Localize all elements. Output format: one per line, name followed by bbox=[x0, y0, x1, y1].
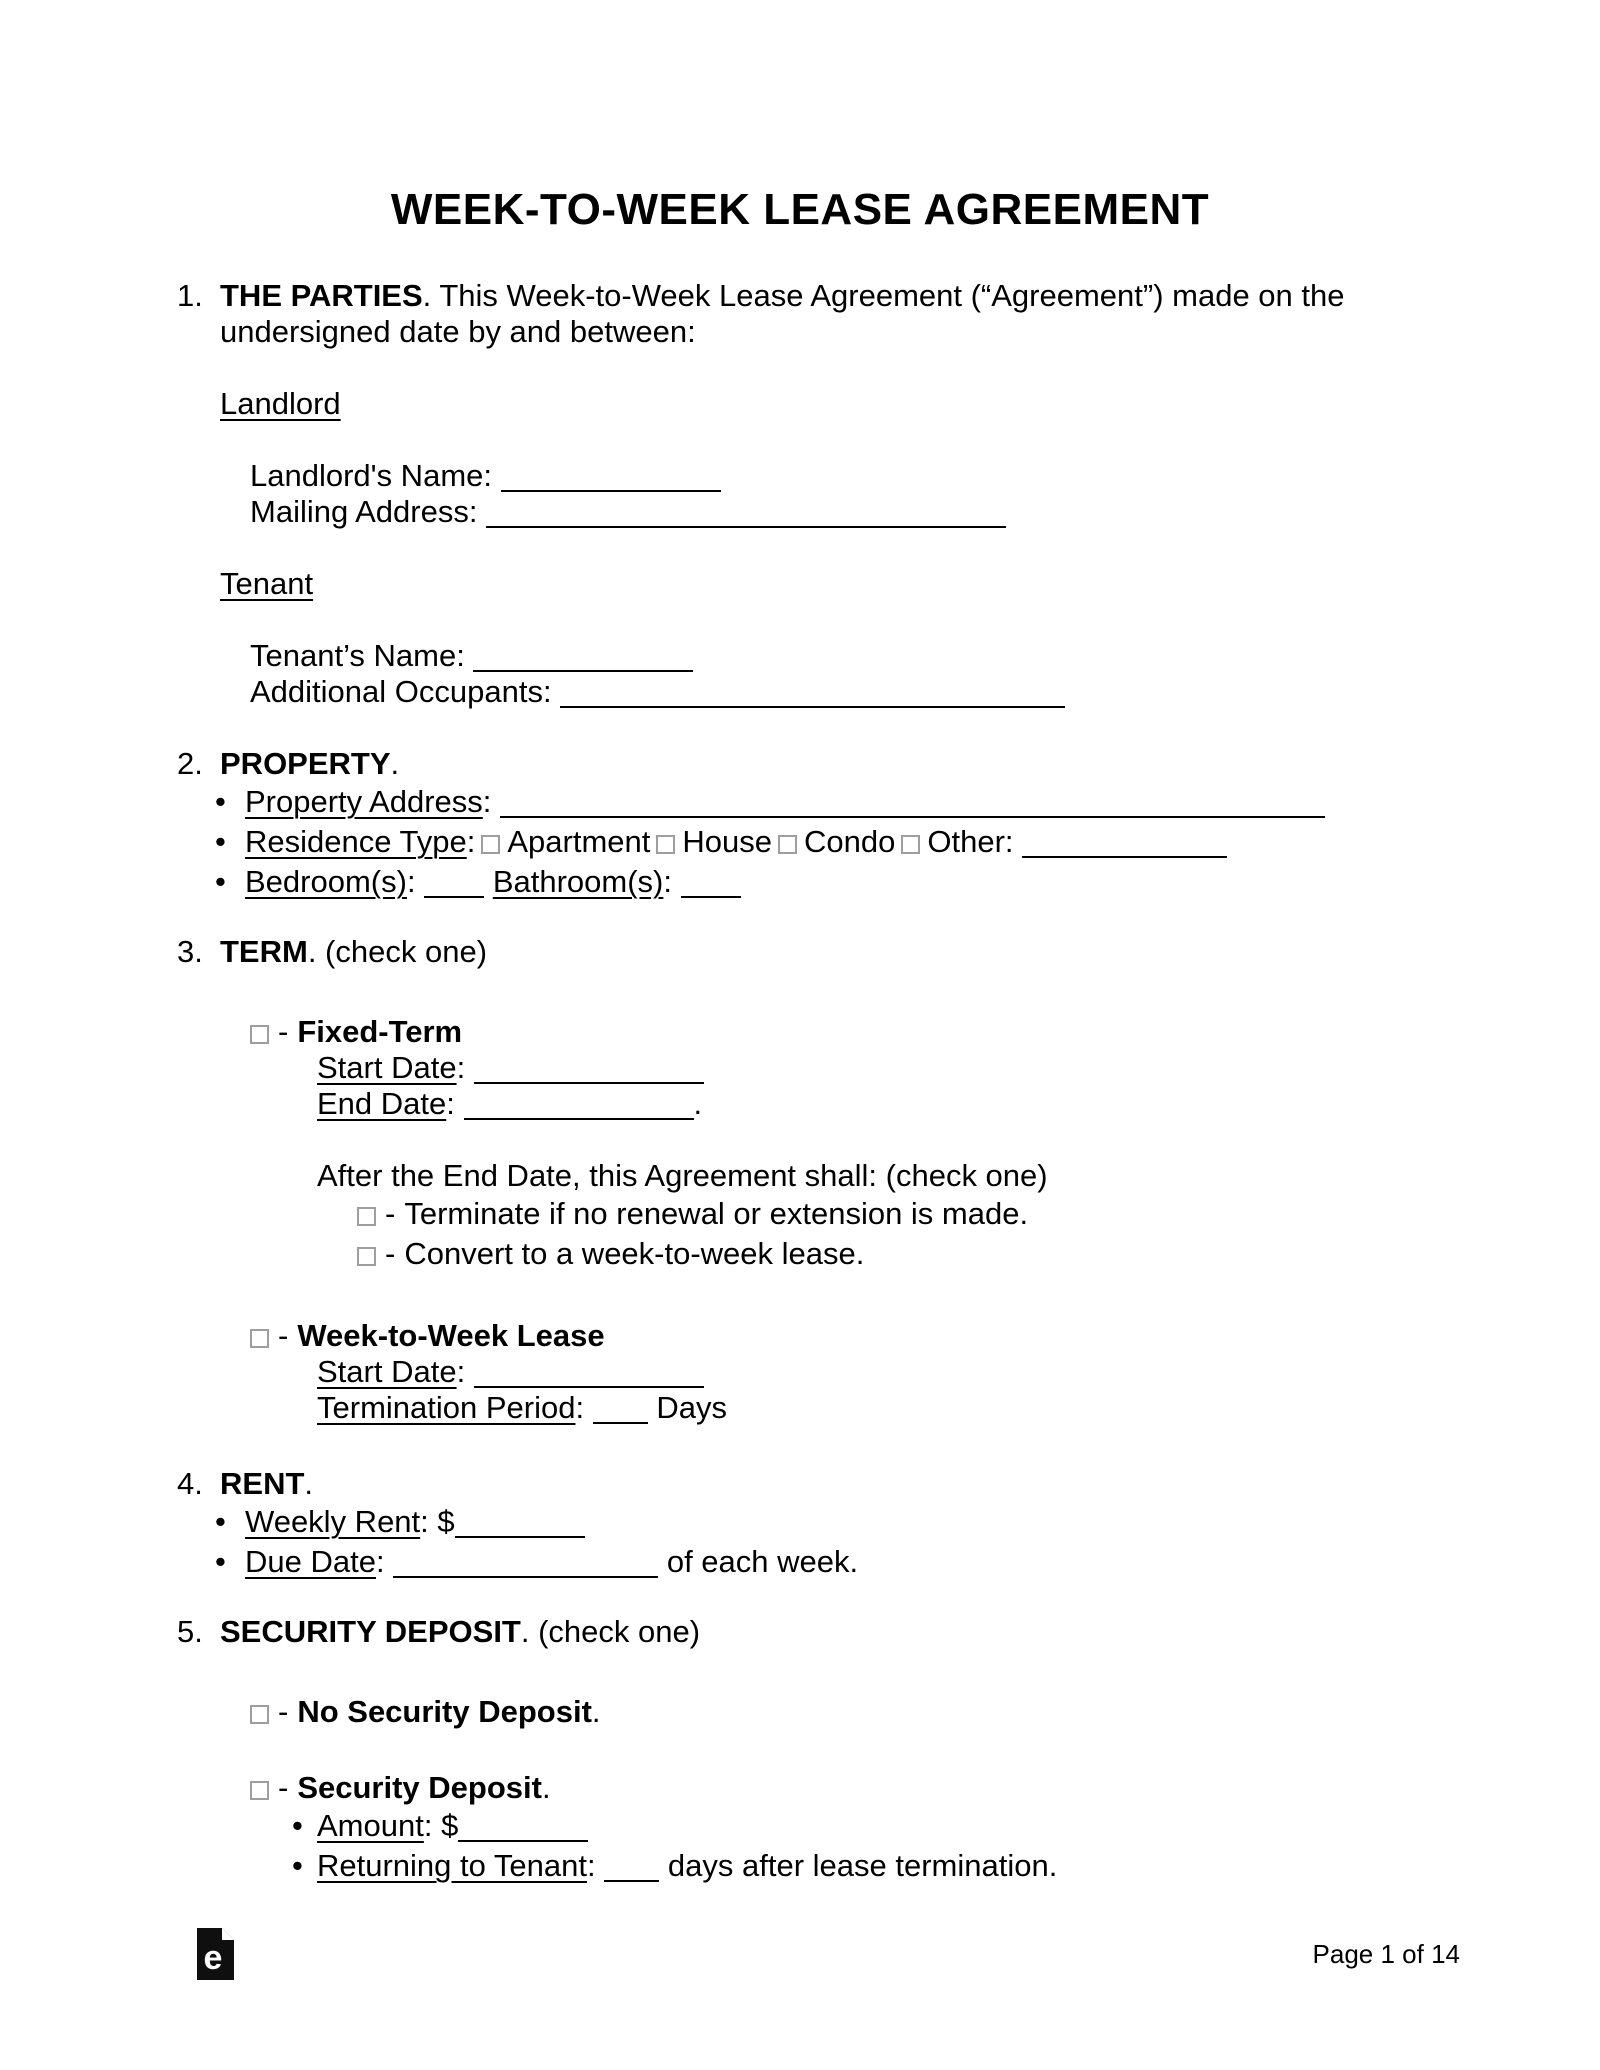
convert-option-row bbox=[357, 1234, 1600, 1274]
no-security-deposit-row bbox=[250, 1694, 1600, 1730]
w2w-start-date-input-line[interactable] bbox=[474, 1384, 704, 1388]
residence-type-house-checkbox[interactable] bbox=[656, 835, 675, 854]
period: . bbox=[541, 1770, 551, 1805]
property-bullet-list bbox=[215, 782, 1600, 902]
document-title: WEEK-TO-WEEK LEASE AGREEMENT bbox=[390, 185, 1210, 234]
parties-heading-label: THE PARTIES bbox=[220, 278, 423, 313]
returning-to-tenant-row bbox=[292, 1846, 1600, 1886]
dash: - bbox=[278, 1014, 289, 1049]
section-number: 4. bbox=[177, 1466, 203, 1501]
section-parties-heading bbox=[177, 278, 1600, 350]
section-term-heading bbox=[177, 934, 1600, 970]
bedrooms-label: Bedroom(s) bbox=[245, 864, 407, 899]
tenant-subheading: Tenant bbox=[220, 566, 314, 601]
colon: : bbox=[575, 1390, 585, 1425]
security-deposit-heading-suffix: . (check one) bbox=[520, 1614, 701, 1649]
term-heading-label: TERM bbox=[220, 934, 308, 969]
additional-occupants-input-line[interactable] bbox=[560, 704, 1065, 708]
weekly-rent-row bbox=[215, 1502, 1600, 1542]
mailing-address-label: Mailing Address: bbox=[250, 494, 478, 529]
colon: : bbox=[456, 1354, 466, 1389]
after-end-date-text: After the End Date, this Agreement shall: (check one) bbox=[317, 1158, 1048, 1193]
bedrooms-bathrooms-row bbox=[215, 862, 1600, 902]
period: . bbox=[693, 1086, 703, 1121]
property-heading-label: PROPERTY bbox=[220, 746, 391, 781]
term-heading-suffix: . (check one) bbox=[307, 934, 488, 969]
landlord-fields bbox=[250, 458, 1600, 530]
colon: : bbox=[446, 1086, 455, 1121]
bullet-marker: • bbox=[292, 1808, 303, 1843]
fixed-start-date-row bbox=[317, 1050, 1600, 1086]
week-to-week-option-row bbox=[250, 1318, 1600, 1354]
terminate-option-label: Terminate if no renewal or extension is made. bbox=[404, 1196, 1029, 1231]
security-deposit-row bbox=[250, 1770, 1600, 1806]
property-address-label: Property Address bbox=[245, 784, 483, 819]
fixed-term-option-row bbox=[250, 1014, 1600, 1050]
fixed-term-label: Fixed-Term bbox=[297, 1014, 463, 1049]
week-to-week-checkbox[interactable] bbox=[250, 1329, 269, 1348]
security-deposit-label: Security Deposit bbox=[297, 1770, 542, 1805]
section-property-heading bbox=[177, 746, 1600, 782]
section-number: 3. bbox=[177, 934, 203, 969]
bullet-marker: • bbox=[215, 1544, 226, 1579]
rent-heading-label: RENT bbox=[220, 1466, 305, 1501]
bullet-marker: • bbox=[215, 784, 226, 819]
end-date-label: End Date bbox=[317, 1086, 447, 1121]
returning-suffix: days after lease termination. bbox=[667, 1848, 1058, 1883]
section-parties-intro bbox=[220, 278, 1400, 350]
bathrooms-label: Bathroom(s) bbox=[492, 864, 664, 899]
termination-period-row bbox=[317, 1390, 1600, 1426]
dash: - bbox=[385, 1196, 396, 1231]
parties-intro-line2: undersigned date by and between: bbox=[220, 314, 696, 349]
section-number: 5. bbox=[177, 1614, 203, 1649]
bullet-marker: • bbox=[292, 1848, 303, 1883]
colon: : bbox=[456, 1050, 466, 1085]
fixed-end-date-input-line[interactable] bbox=[464, 1116, 694, 1120]
residence-type-label: Residence Type bbox=[245, 824, 467, 859]
due-date-input-line[interactable] bbox=[393, 1574, 658, 1578]
tenant-fields bbox=[250, 638, 1600, 710]
mailing-address-input-line[interactable] bbox=[486, 524, 1006, 528]
section-rent-heading bbox=[177, 1466, 1600, 1502]
colon: : bbox=[466, 824, 476, 859]
period: . bbox=[390, 746, 400, 781]
tenant-name-row bbox=[250, 638, 1600, 674]
due-date-row bbox=[215, 1542, 1600, 1582]
weekly-rent-label: Weekly Rent bbox=[245, 1504, 421, 1539]
deposit-amount-input-line[interactable] bbox=[458, 1838, 588, 1842]
landlord-subheading: Landlord bbox=[220, 386, 341, 421]
start-date-label: Start Date bbox=[317, 1050, 457, 1085]
colon: : bbox=[406, 864, 416, 899]
convert-option-label: Convert to a week-to-week lease. bbox=[404, 1236, 865, 1271]
condo-option-label: Condo bbox=[804, 824, 896, 859]
bullet-marker: • bbox=[215, 864, 226, 899]
residence-type-other-checkbox[interactable] bbox=[901, 835, 920, 854]
additional-occupants-row bbox=[250, 674, 1600, 710]
fixed-start-date-input-line[interactable] bbox=[474, 1080, 704, 1084]
returning-days-input-line[interactable] bbox=[604, 1878, 659, 1882]
logo-letter: e bbox=[203, 1939, 223, 1977]
tenant-name-label: Tenant’s Name: bbox=[250, 638, 465, 673]
period: . bbox=[591, 1694, 601, 1729]
residence-type-row bbox=[215, 822, 1600, 862]
colon: : bbox=[482, 784, 492, 819]
due-date-suffix: of each week. bbox=[666, 1544, 859, 1579]
bathrooms-input-line[interactable] bbox=[681, 894, 741, 898]
start-date-label: Start Date bbox=[317, 1354, 457, 1389]
section-number: 2. bbox=[177, 746, 203, 781]
security-deposit-checkbox[interactable] bbox=[250, 1781, 269, 1800]
returning-to-tenant-label: Returning to Tenant bbox=[317, 1848, 588, 1883]
convert-checkbox[interactable] bbox=[357, 1247, 376, 1266]
due-date-label: Due Date bbox=[245, 1544, 376, 1579]
security-deposit-bullet-list bbox=[292, 1806, 1600, 1886]
deposit-amount-row bbox=[292, 1806, 1600, 1846]
week-to-week-label: Week-to-Week Lease bbox=[297, 1318, 605, 1353]
w2w-start-date-row bbox=[317, 1354, 1600, 1390]
fixed-term-fields bbox=[317, 1050, 1600, 1122]
security-deposit-heading-label: SECURITY DEPOSIT bbox=[220, 1614, 521, 1649]
document-icon bbox=[196, 1928, 234, 1980]
mailing-address-row bbox=[250, 494, 1600, 530]
dollar-sign: $ bbox=[437, 1504, 455, 1539]
dash: - bbox=[278, 1770, 289, 1805]
bedrooms-input-line[interactable] bbox=[424, 894, 484, 898]
no-security-deposit-label: No Security Deposit bbox=[297, 1694, 592, 1729]
terminate-checkbox[interactable] bbox=[357, 1207, 376, 1226]
property-address-input-line[interactable] bbox=[500, 814, 1325, 818]
tenant-name-input-line[interactable] bbox=[473, 668, 693, 672]
no-security-deposit-checkbox[interactable] bbox=[250, 1705, 269, 1724]
termination-period-input-line[interactable] bbox=[593, 1420, 648, 1424]
dollar-sign: $ bbox=[441, 1808, 459, 1843]
apartment-option-label: Apartment bbox=[507, 824, 651, 859]
colon: : bbox=[423, 1808, 433, 1843]
fixed-term-checkbox[interactable] bbox=[250, 1025, 269, 1044]
colon: : bbox=[420, 1504, 429, 1539]
page-number: Page 1 of 14 bbox=[1312, 1939, 1460, 1969]
bullet-marker: • bbox=[215, 824, 226, 859]
residence-type-condo-checkbox[interactable] bbox=[778, 835, 797, 854]
colon: : bbox=[587, 1848, 596, 1883]
landlord-name-row bbox=[250, 458, 1600, 494]
folded-corner bbox=[222, 1928, 234, 1940]
weekly-rent-input-line[interactable] bbox=[455, 1534, 585, 1538]
section-number: 1. bbox=[177, 278, 203, 313]
colon: : bbox=[663, 864, 672, 899]
days-label: Days bbox=[656, 1390, 727, 1425]
landlord-name-input-line[interactable] bbox=[501, 488, 721, 492]
terminate-option-row bbox=[357, 1194, 1600, 1234]
residence-type-other-input-line[interactable] bbox=[1022, 854, 1227, 858]
termination-period-label: Termination Period bbox=[317, 1390, 576, 1425]
dash: - bbox=[278, 1694, 289, 1729]
landlord-name-label: Landlord's Name: bbox=[250, 458, 492, 493]
dash: - bbox=[278, 1318, 289, 1353]
additional-occupants-label: Additional Occupants: bbox=[250, 674, 552, 709]
eforms-logo bbox=[196, 1928, 234, 1988]
bullet-marker: • bbox=[215, 1504, 226, 1539]
rent-bullet-list bbox=[215, 1502, 1600, 1582]
fixed-end-date-row bbox=[317, 1086, 1600, 1122]
residence-type-apartment-checkbox[interactable] bbox=[481, 835, 500, 854]
period: . bbox=[304, 1466, 314, 1501]
amount-label: Amount bbox=[317, 1808, 424, 1843]
dash: - bbox=[385, 1236, 396, 1271]
parties-intro-line1: . This Week-to-Week Lease Agreement (“Agreement”) made on the bbox=[422, 278, 1345, 313]
property-address-row bbox=[215, 782, 1600, 822]
house-option-label: House bbox=[682, 824, 772, 859]
week-to-week-fields bbox=[317, 1354, 1600, 1426]
other-option-label: Other: bbox=[927, 824, 1014, 859]
colon: : bbox=[375, 1544, 385, 1579]
section-security-deposit-heading bbox=[177, 1614, 1600, 1650]
